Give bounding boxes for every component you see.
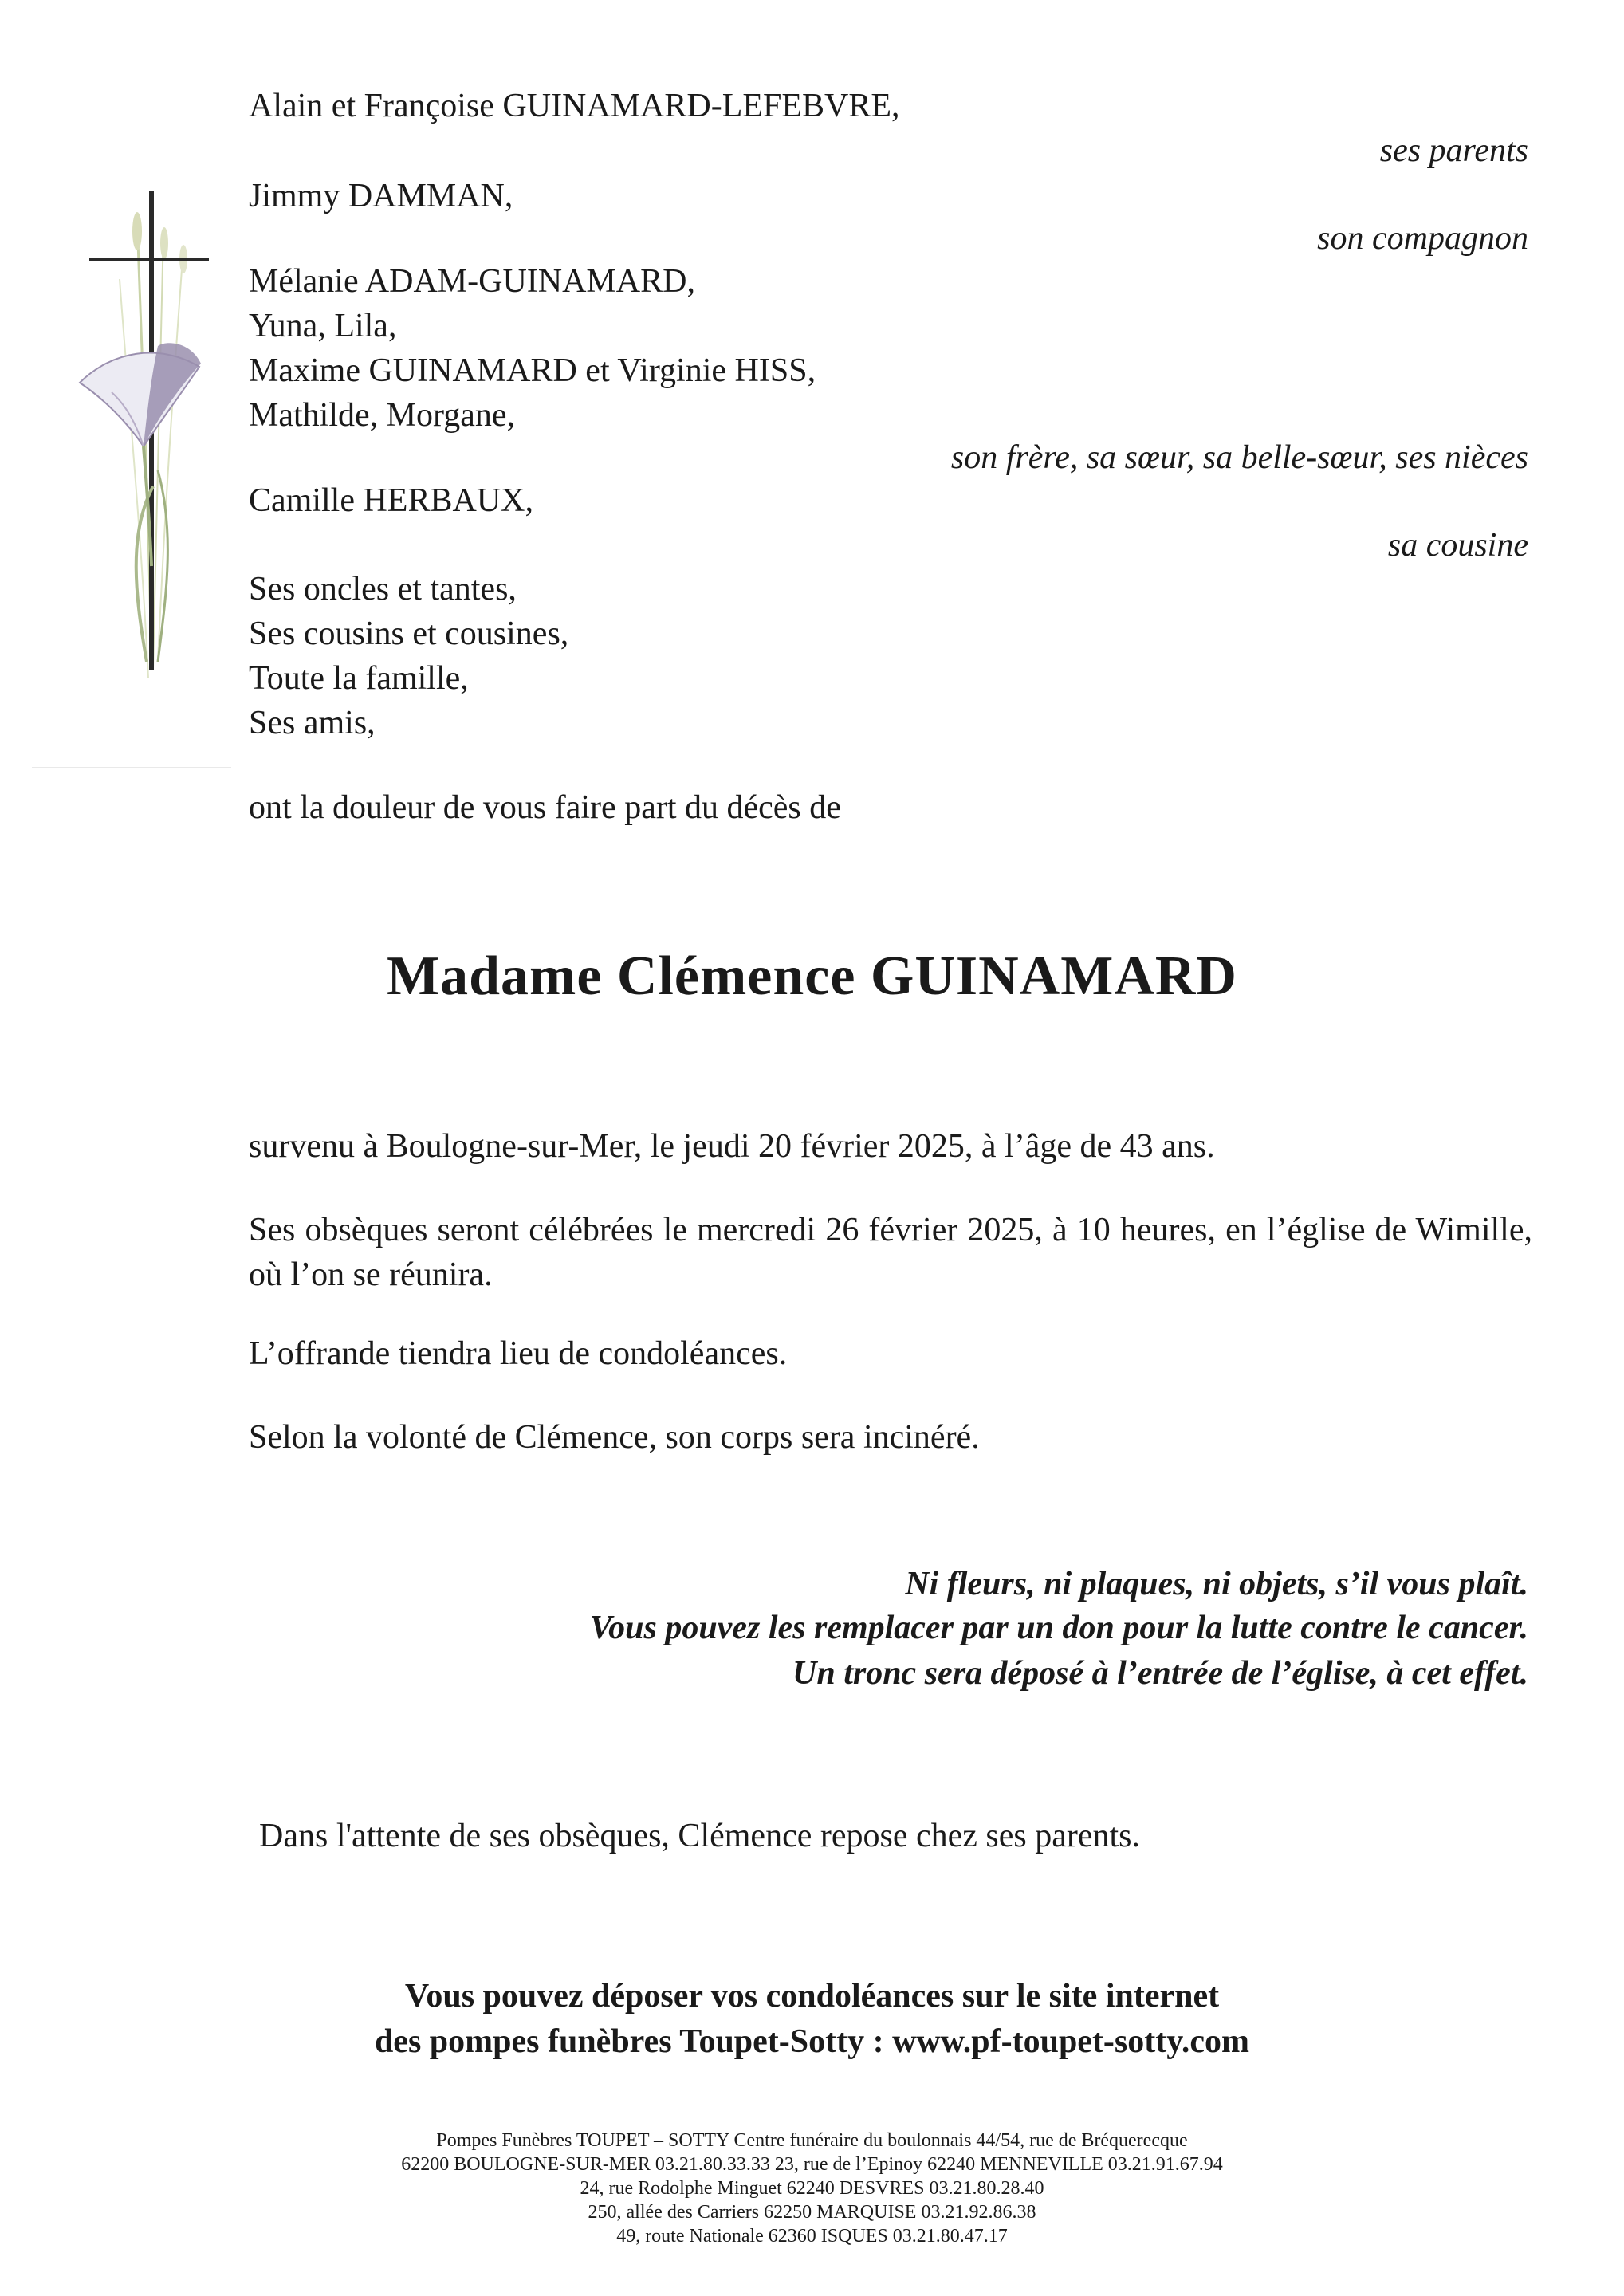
footer-line: 24, rue Rodolphe Minguet 62240 DESVRES 03.21.80.28.40 [580,2178,1044,2199]
rest-place: Dans l'attente de ses obsèques, Clémence repose chez ses parents. [259,1818,1141,1854]
cousin-relation: sa cousine [1387,527,1528,564]
offering-note: L’offrande tiendra lieu de condoléances. [249,1335,788,1372]
companion-name: Jimmy DAMMAN, [249,178,513,214]
death-details: survenu à Boulogne-sur-Mer, le jeudi 20 février 2025, à l’âge de 43 ans. [249,1128,1215,1165]
footer-line: 49, route Nationale 62360 ISQUES 03.21.80.47.17 [616,2226,1008,2247]
request-line: Ni fleurs, ni plaques, ni objets, s’il vous plaît. [905,1566,1528,1602]
website-line-1: Vous pouvez déposer vos condoléances sur le site internet [404,1978,1220,2015]
sibling-line-2: Yuna, Lila, [249,308,397,344]
companion-relation: son compagnon [1317,220,1528,257]
others-line: Toute la famille, [249,660,469,697]
request-line: Vous pouvez les remplacer par un don pour la lutte contre le cancer. [589,1610,1528,1646]
website-line-2: des pompes funèbres Toupet-Sotty : www.pf-toupet-sotty.com [374,2023,1250,2060]
others-line: Ses amis, [249,705,376,741]
announcement: ont la douleur de vous faire part du décès de [249,789,841,826]
parents-names: Alain et Françoise GUINAMARD-LEFEBVRE, [249,88,900,124]
parents-relation: ses parents [1379,132,1528,169]
others-line: Ses cousins et cousines, [249,615,569,652]
request-line: Un tronc sera déposé à l’entrée de l’église, à cet effet. [792,1655,1528,1692]
sibling-line-1: Mélanie ADAM-GUINAMARD, [249,263,695,300]
sibling-line-4: Mathilde, Morgane, [249,397,515,434]
divider [32,767,231,768]
footer-line: 250, allée des Carriers 62250 MARQUISE 03.21.92.86.38 [588,2202,1036,2223]
others-line: Ses oncles et tantes, [249,571,517,607]
cremation-note: Selon la volonté de Clémence, son corps sera incinéré. [249,1419,980,1456]
sibling-line-3: Maxime GUINAMARD et Virginie HISS, [249,352,816,389]
siblings-relation: son frère, sa sœur, sa belle-sœur, ses nièces [950,439,1528,476]
cousin-name: Camille HERBAUX, [249,482,533,519]
footer-line: Pompes Funèbres TOUPET – SOTTY Centre funéraire du boulonnais 44/54, rue de Bréquerecque [436,2130,1188,2151]
funeral-details: Ses obsèques seront célébrées le mercredi 26 février 2025, à 10 heures, en l’église de Wimille, où l’on se réunira. [249,1212,1532,1293]
deceased-name: Madame Clémence GUINAMARD [387,946,1237,1007]
cross-lily-icon [64,183,239,694]
footer-line: 62200 BOULOGNE-SUR-MER 03.21.80.33.33 23, rue de l’Epinoy 62240 MENNEVILLE 03.21.91.67.94 [401,2154,1223,2175]
